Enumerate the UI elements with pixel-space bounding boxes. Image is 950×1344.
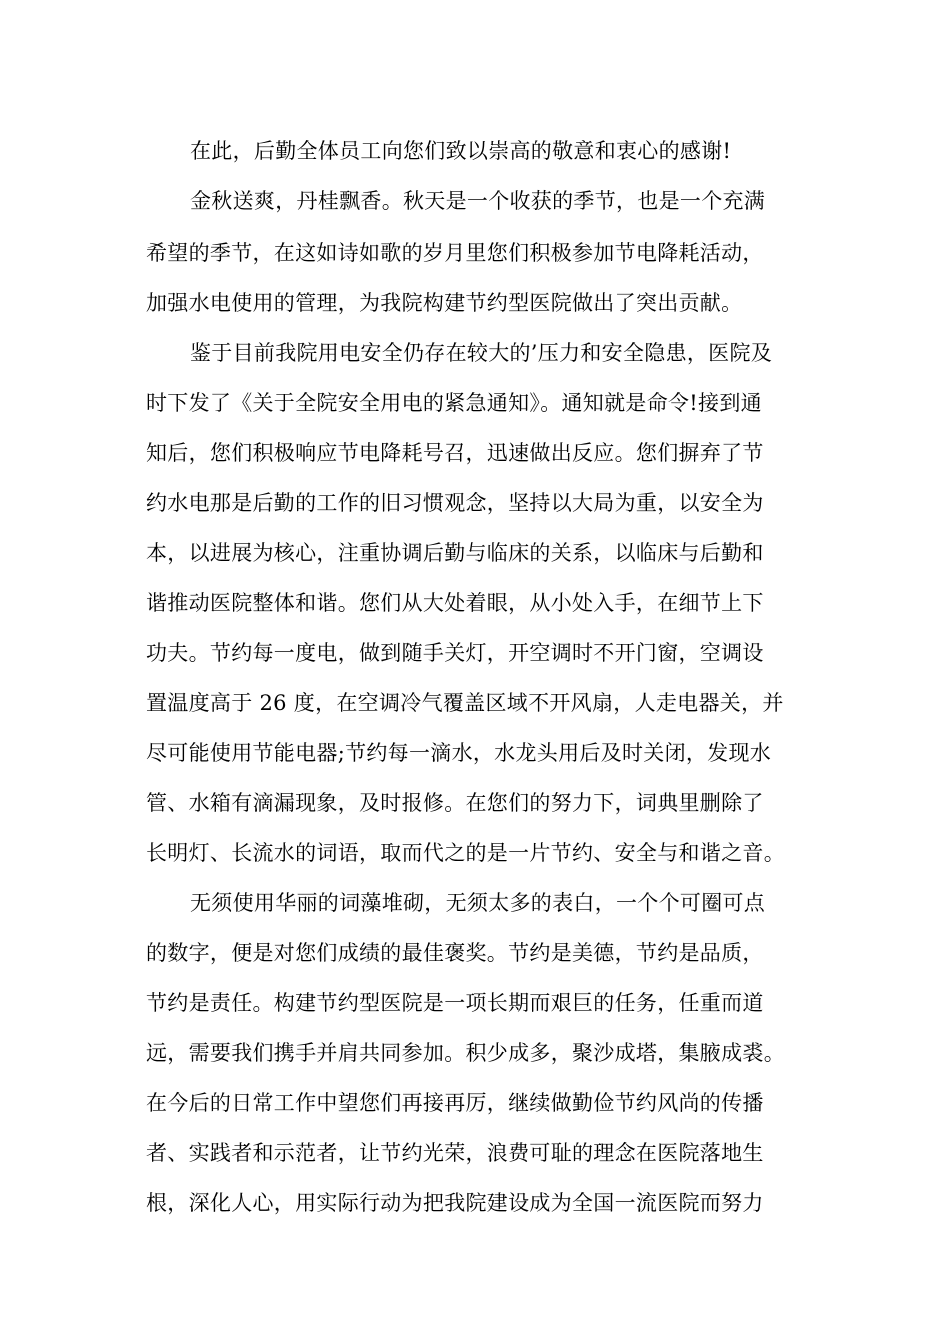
paragraph-line: 谐推动医院整体和谐。您们从大处着眼，从小处入手，在细节上下 bbox=[146, 591, 764, 615]
paragraph-line: 管、水箱有滴漏现象，及时报修。在您们的努力下，词典里删除了 bbox=[146, 791, 764, 815]
paragraph-line: 节约是责任。构建节约型医院是一项长期而艰巨的任务，任重而道 bbox=[146, 991, 764, 1015]
paragraph-line: 远，需要我们携手并肩共同参加。积少成多，聚沙成塔，集腋成裘。 bbox=[146, 1041, 785, 1065]
paragraph-line: 本，以进展为核心，注重协调后勤与临床的关系，以临床与后勤和 bbox=[146, 541, 764, 565]
paragraph-line: 功夫。节约每一度电，做到随手关灯，开空调时不开门窗，空调设 bbox=[146, 641, 764, 665]
paragraph-line: 置温度高于 26 度，在空调冷气覆盖区域不开风扇，人走电器关，并 bbox=[146, 691, 784, 715]
paragraph-line: 根，深化人心，用实际行动为把我院建设成为全国一流医院而努力 bbox=[146, 1191, 764, 1215]
paragraph-line: 的数字，便是对您们成绩的最佳褒奖。节约是美德，节约是品质， bbox=[146, 941, 764, 965]
paragraph-line: 鉴于目前我院用电安全仍存在较大的’压力和安全隐患，医院及 bbox=[190, 341, 773, 365]
paragraph-line: 者、实践者和示范者，让节约光荣，浪费可耻的理念在医院落地生 bbox=[146, 1141, 764, 1165]
paragraph-line: 长明灯、长流水的词语，取而代之的是一片节约、安全与和谐之音。 bbox=[146, 841, 785, 865]
paragraph-line: 希望的季节，在这如诗如歌的岁月里您们积极参加节电降耗活动， bbox=[146, 241, 764, 265]
paragraph-line: 在今后的日常工作中望您们再接再厉，继续做勤俭节约风尚的传播 bbox=[146, 1091, 764, 1115]
paragraph-line: 约水电那是后勤的工作的旧习惯观念，坚持以大局为重，以安全为 bbox=[146, 491, 764, 515]
paragraph-line: 无须使用华丽的词藻堆砌，无须太多的表白，一个个可圈可点 bbox=[190, 891, 766, 915]
paragraph-line: 尽可能使用节能电器;节约每一滴水，水龙头用后及时关闭，发现水 bbox=[146, 741, 772, 765]
paragraph-line: 在此，后勤全体员工向您们致以崇高的敬意和衷心的感谢! bbox=[190, 139, 732, 163]
paragraph-line: 时下发了《关于全院安全用电的紧急通知》。通知就是命令!接到通 bbox=[146, 391, 762, 415]
paragraph-line: 金秋送爽，丹桂飘香。秋天是一个收获的季节，也是一个充满 bbox=[190, 189, 766, 213]
paragraph-line: 知后，您们积极响应节电降耗号召，迅速做出反应。您们摒弃了节 bbox=[146, 441, 764, 465]
paragraph-line: 加强水电使用的管理，为我院构建节约型医院做出了突出贡献。 bbox=[146, 291, 743, 315]
